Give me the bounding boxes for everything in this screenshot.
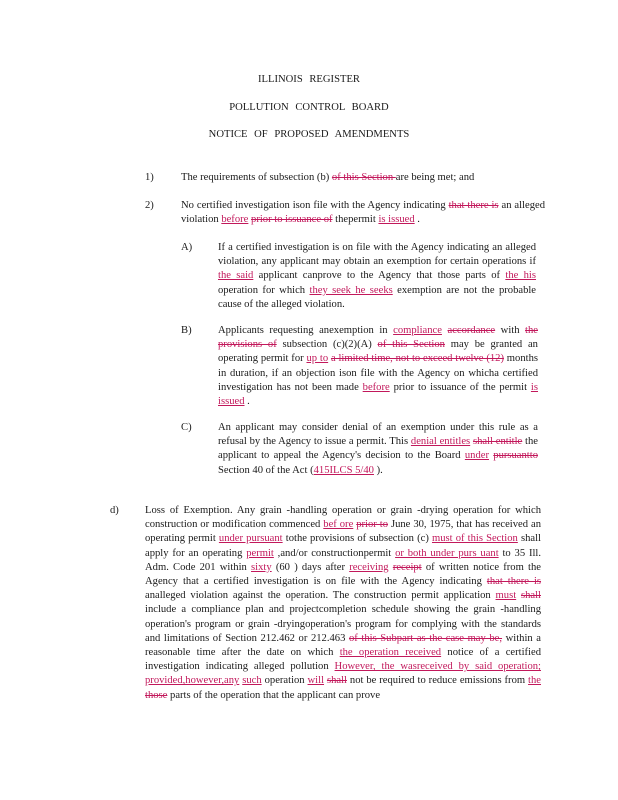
body-text: ). (373, 464, 383, 476)
inserted-text: the said (218, 270, 254, 282)
deleted-text: of this Subpart as the case may be, (348, 632, 503, 644)
body-text: with (495, 325, 526, 336)
body-text: thepermit (332, 214, 379, 226)
body-text: may be granted an operating permit for (218, 339, 538, 365)
body-text: analleged violation against the operation. The construction permit application (145, 590, 496, 602)
item-1-text (181, 171, 515, 185)
inserted-text: is issued (218, 381, 538, 408)
body-text: applicant canprove to the Agency that those parts of (253, 270, 506, 282)
body-text: subsection (c)(2)(A) (276, 339, 378, 351)
body-text: . (244, 396, 250, 408)
deleted-text: prior to (356, 519, 389, 531)
item-a-text (218, 241, 536, 312)
body-text: shall apply for an operating (145, 533, 541, 559)
item-2-text (181, 199, 545, 227)
body-text: If a certified investigation is on file with the Agency indicating an alleged violation, any applicant may obtain an exemption for certain operations if (218, 242, 536, 268)
item-b-number: B) (181, 325, 192, 336)
inserted-text: must (495, 590, 517, 602)
inserted-text: must of this Section (431, 533, 518, 545)
deleted-text: a limited time, not to exceed twelve (12) (330, 353, 504, 365)
body-text: include a compliance plan and projectcompletion schedule showing the grain -handling operation's program or grain -dryingoperation's program for complying with the standards and limitations of Section 212.462 or 212.463 (145, 604, 541, 644)
item-d-text (145, 504, 541, 703)
body-text: an alleged violation (181, 200, 546, 226)
inserted-text: under (464, 450, 489, 462)
inserted-text: the operation received (339, 647, 442, 659)
deleted-text: accordance (447, 325, 496, 336)
item-c-number: C) (181, 422, 192, 433)
body-text: No certified investigation ison file with the Agency indicating (181, 200, 449, 211)
deleted-text: of this Section (331, 172, 396, 183)
inserted-text: they seek he seeks (309, 284, 393, 296)
deleted-text: that there is (486, 576, 542, 588)
body-text: not be required to reduce emissions from (346, 675, 529, 687)
body-text: are being met; and (395, 172, 475, 183)
body-text: within a reasonable time after the date on which (145, 632, 541, 659)
item-b-text (218, 324, 538, 409)
inserted-text: the his (505, 270, 536, 282)
item-1-number: 1) (145, 172, 154, 183)
deleted-text: that there is (448, 200, 499, 211)
body-text: Loss of Exemption. Any grain -handling operation or grain -drying operation for which construction or modification commenced (145, 505, 541, 531)
inserted-text: bef ore (323, 519, 354, 531)
item-d-number: d) (110, 505, 119, 516)
deleted-text: prior to issuance of (251, 214, 333, 226)
deleted-text: shall entitle (472, 436, 523, 448)
deleted-text: shall (326, 675, 347, 687)
header-board: POLLUTION CONTROL BOARD (229, 102, 389, 113)
body-text: notice of a certified investigation indicating alleged pollution (145, 647, 541, 673)
body-text: An applicant may consider denial of an exemption under this rule as a refusal by the Agency to issue a permit. This (218, 422, 538, 448)
body-text: of written notice from the Agency that a certified investigation is on file with the Agency indicating (145, 561, 541, 588)
body-text: prior to issuance of the permit (389, 381, 531, 393)
deleted-text: the provisions of (218, 325, 538, 351)
body-text: the applicant to appeal the Agency's decision to the Board (218, 436, 538, 462)
inserted-text: is issued (378, 214, 415, 226)
body-text: tothe provisions of subsection (c) (282, 533, 432, 545)
inserted-text: before (362, 381, 390, 393)
item-c-text (218, 421, 538, 478)
inserted-text: However, the wasreceived by said operation; provided,however,any (145, 661, 541, 687)
body-text: parts of the operation that the applicant can prove (167, 689, 381, 701)
inserted-text: or both under purs uant (395, 547, 499, 559)
inserted-text: compliance (393, 325, 442, 336)
body-text: . (414, 214, 420, 226)
inserted-text: 415ILCS 5/40 (313, 464, 374, 476)
body-text: Section 40 of the Act ( (218, 464, 314, 476)
deleted-text: of this Section (377, 339, 445, 351)
body-text: Applicants requesting anexemption in (218, 325, 394, 336)
body-text: exemption are not the probable cause of the alleged violation. (218, 284, 537, 310)
inserted-text: will (307, 675, 325, 687)
inserted-text: the (528, 675, 541, 687)
inserted-text: up to (306, 353, 329, 365)
inserted-text: permit (246, 547, 274, 559)
deleted-text: pursuantto (493, 450, 538, 462)
body-text: June 30, 1975, that has received an operating permit (145, 519, 541, 545)
body-text: operation for which (218, 284, 310, 296)
body-text: operation (261, 675, 308, 687)
body-text: The requirements of subsection (b) (181, 172, 332, 183)
inserted-text: such (242, 675, 262, 687)
item-2-number: 2) (145, 200, 154, 211)
header-register: ILLINOIS REGISTER (258, 74, 360, 85)
inserted-text: denial entitles (410, 436, 471, 448)
body-text: to 35 Ill. Adm. Code 201 within (145, 547, 542, 573)
deleted-text: those (145, 689, 168, 701)
body-text: months in duration, if an objection ison file with the Agency on whicha certified investigation has not been made (218, 353, 538, 393)
inserted-text: sixty (251, 561, 272, 573)
inserted-text: receiving (349, 561, 389, 573)
deleted-text: receipt (392, 561, 422, 573)
body-text: (60 ) days after (271, 561, 350, 573)
inserted-text: before (221, 214, 249, 226)
body-text: ,and/or constructionpermit (273, 547, 396, 559)
inserted-text: under pursuant (218, 533, 283, 545)
header-notice: NOTICE OF PROPOSED AMENDMENTS (208, 129, 410, 140)
item-a-number: A) (181, 242, 193, 253)
deleted-text: shall (520, 590, 541, 602)
